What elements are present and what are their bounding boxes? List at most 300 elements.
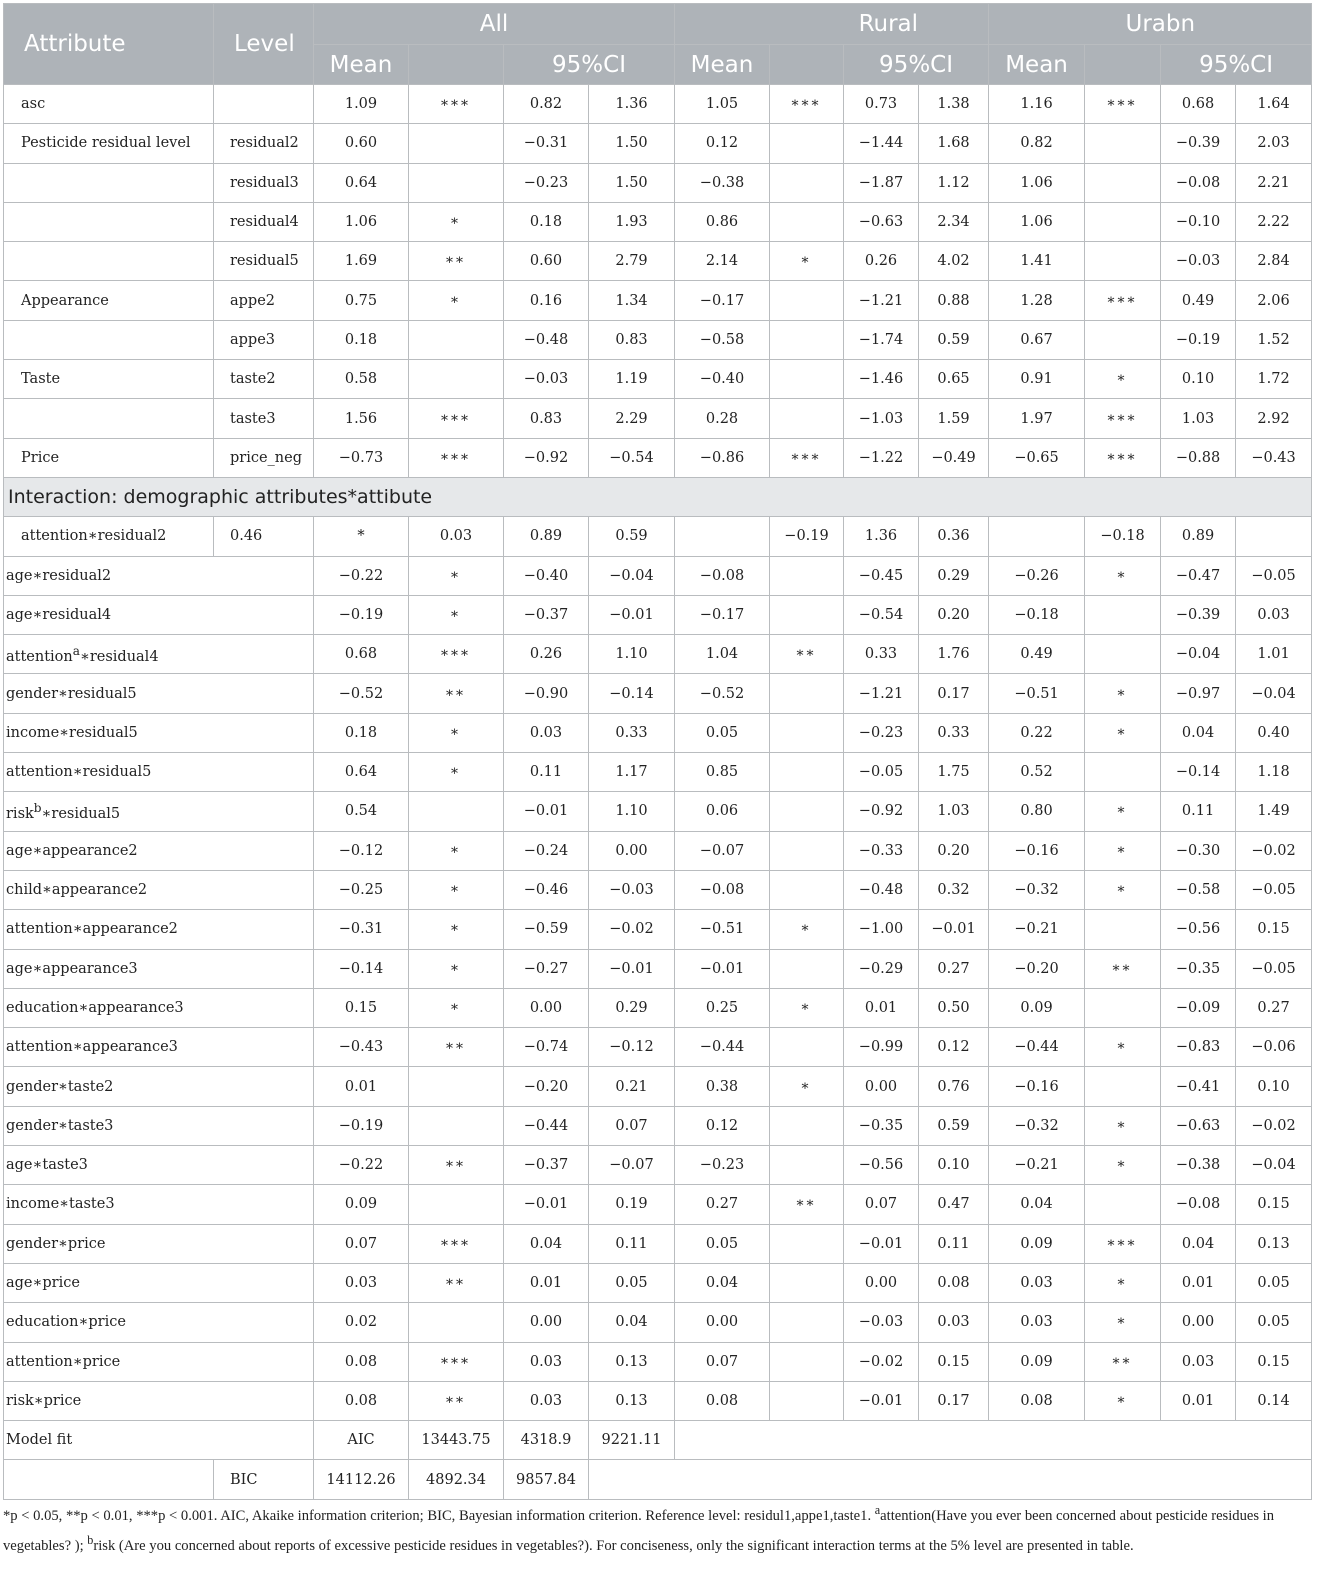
value-cell: −0.58: [1161, 870, 1236, 909]
significance-cell: [770, 1381, 844, 1420]
significance-cell: **: [1085, 1342, 1161, 1381]
value-cell: 1.97: [989, 399, 1085, 438]
value-cell: 0.07: [844, 1185, 919, 1224]
significance-cell: [770, 595, 844, 634]
value-cell: 0.33: [589, 713, 675, 752]
value-cell: 0.11: [1161, 792, 1236, 831]
value-cell: −0.51: [989, 674, 1085, 713]
value-cell: 1.10: [589, 635, 675, 674]
value-cell: −0.44: [675, 1028, 770, 1067]
significance-cell: *: [1085, 870, 1161, 909]
value-cell: 0.26: [504, 635, 589, 674]
value-cell: 0.04: [504, 1224, 589, 1263]
value-cell: −1.46: [844, 360, 919, 399]
value-cell: 1.49: [1236, 792, 1312, 831]
table-row: [4, 163, 1312, 202]
value-cell: 0.29: [919, 556, 989, 595]
value-cell: 2.84: [1236, 242, 1312, 281]
value-cell: −0.65: [989, 438, 1085, 477]
level-cell: taste3: [214, 399, 314, 438]
value-cell: 0.40: [1236, 713, 1312, 752]
value-cell: 0.49: [989, 635, 1085, 674]
value-cell: −0.23: [504, 163, 589, 202]
value-cell: −0.63: [1161, 1106, 1236, 1145]
table-row: [4, 242, 1312, 281]
value-cell: −0.08: [1161, 1185, 1236, 1224]
value-cell: 0.19: [589, 1185, 675, 1224]
value-cell: −0.14: [1161, 753, 1236, 792]
value-cell: −0.09: [1161, 988, 1236, 1027]
value-cell: 0.08: [919, 1263, 989, 1302]
value-cell: −1.00: [844, 910, 919, 949]
value-cell: 0.21: [589, 1067, 675, 1106]
value-cell: −0.01: [919, 910, 989, 949]
significance-cell: *: [409, 910, 504, 949]
value-cell: 0.54: [314, 792, 409, 831]
value-cell: −0.48: [844, 870, 919, 909]
value-cell: −0.08: [675, 870, 770, 909]
significance-cell: [770, 1263, 844, 1302]
interaction-label: age∗residual2: [4, 556, 314, 595]
value-cell: −0.08: [1161, 163, 1236, 202]
aic-value: 4318.9: [504, 1421, 589, 1460]
significance-cell: *: [409, 713, 504, 752]
value-cell: 1.93: [589, 202, 675, 241]
significance-cell: [409, 360, 504, 399]
value-cell: 1.09: [314, 85, 409, 124]
significance-cell: *: [1085, 831, 1161, 870]
value-cell: −0.39: [1161, 124, 1236, 163]
value-cell: −0.04: [1236, 674, 1312, 713]
attribute-cell: Price: [4, 438, 214, 477]
value-cell: 0.18: [314, 713, 409, 752]
table-row: [4, 1067, 1312, 1106]
model-fit-row: [4, 1460, 1312, 1499]
significance-cell: ***: [409, 399, 504, 438]
value-cell: −0.20: [989, 949, 1085, 988]
significance-cell: [770, 320, 844, 359]
value-cell: 2.22: [1236, 202, 1312, 241]
value-cell: 0.01: [844, 988, 919, 1027]
header-level: Level: [214, 4, 314, 85]
value-cell: 0.88: [919, 281, 989, 320]
value-cell: 1.36: [589, 85, 675, 124]
significance-cell: ***: [770, 438, 844, 477]
value-cell: 0.10: [1236, 1067, 1312, 1106]
value-cell: −0.22: [314, 1146, 409, 1185]
significance-cell: [770, 1106, 844, 1145]
significance-cell: [770, 1146, 844, 1185]
value-cell: −0.17: [675, 281, 770, 320]
value-cell: −0.22: [314, 556, 409, 595]
value-cell: −0.01: [504, 1185, 589, 1224]
value-cell: −0.18: [1085, 517, 1161, 556]
significance-cell: [409, 1303, 504, 1342]
value-cell: 2.29: [589, 399, 675, 438]
significance-cell: [770, 202, 844, 241]
value-cell: 0.03: [1161, 1342, 1236, 1381]
value-cell: 0.17: [919, 674, 989, 713]
value-cell: 2.03: [1236, 124, 1312, 163]
interaction-label: attention$^a$∗residual4: [4, 635, 314, 674]
value-cell: 0.14: [1236, 1381, 1312, 1420]
significance-cell: *: [1085, 360, 1161, 399]
significance-cell: *: [1085, 1028, 1161, 1067]
value-cell: −0.31: [504, 124, 589, 163]
value-cell: 0.29: [589, 988, 675, 1027]
value-cell: 0.07: [314, 1224, 409, 1263]
value-cell: 1.01: [1236, 635, 1312, 674]
value-cell: −0.17: [675, 595, 770, 634]
value-cell: 0.15: [314, 988, 409, 1027]
value-cell: 0.04: [1161, 1224, 1236, 1263]
value-cell: −0.05: [1236, 556, 1312, 595]
significance-cell: [409, 1185, 504, 1224]
value-cell: −0.40: [504, 556, 589, 595]
interaction-label: gender∗residual5: [4, 674, 314, 713]
interaction-label: education∗price: [4, 1303, 314, 1342]
value-cell: −0.19: [314, 1106, 409, 1145]
value-cell: [989, 517, 1085, 556]
bic-value: 9857.84: [504, 1460, 589, 1499]
value-cell: −0.52: [314, 674, 409, 713]
value-cell: −0.03: [844, 1303, 919, 1342]
significance-cell: [770, 124, 844, 163]
value-cell: 0.80: [989, 792, 1085, 831]
significance-cell: *: [770, 910, 844, 949]
value-cell: 1.06: [314, 202, 409, 241]
value-cell: −0.24: [504, 831, 589, 870]
table-row: [4, 949, 1312, 988]
value-cell: −0.01: [675, 949, 770, 988]
significance-cell: *: [409, 281, 504, 320]
value-cell: 0.83: [504, 399, 589, 438]
value-cell: −0.44: [989, 1028, 1085, 1067]
value-cell: 0.68: [1161, 85, 1236, 124]
significance-cell: *: [1085, 792, 1161, 831]
value-cell: −1.44: [844, 124, 919, 163]
significance-cell: [409, 163, 504, 202]
value-cell: 0.00: [844, 1067, 919, 1106]
significance-cell: ***: [1085, 399, 1161, 438]
significance-cell: [1085, 1185, 1161, 1224]
value-cell: 0.03: [989, 1303, 1085, 1342]
value-cell: 0.01: [1161, 1381, 1236, 1420]
value-cell: −0.06: [1236, 1028, 1312, 1067]
attribute-cell: [4, 242, 214, 281]
table-row: [4, 1263, 1312, 1302]
value-cell: −0.05: [844, 753, 919, 792]
value-cell: 0.05: [1236, 1263, 1312, 1302]
table-row: [4, 1028, 1312, 1067]
level-cell: residual5: [214, 242, 314, 281]
value-cell: −0.21: [989, 1146, 1085, 1185]
value-cell: −0.63: [844, 202, 919, 241]
value-cell: 0.05: [675, 1224, 770, 1263]
value-cell: 0.83: [589, 320, 675, 359]
value-cell: −0.26: [989, 556, 1085, 595]
value-cell: 0.32: [919, 870, 989, 909]
significance-cell: *: [1085, 1381, 1161, 1420]
value-cell: 0.28: [675, 399, 770, 438]
interaction-label: attention∗residual5: [4, 753, 314, 792]
table-row: [4, 988, 1312, 1027]
value-cell: 1.16: [989, 85, 1085, 124]
value-cell: 1.12: [919, 163, 989, 202]
value-cell: 0.49: [1161, 281, 1236, 320]
value-cell: 0.07: [675, 1342, 770, 1381]
interaction-label: age∗taste3: [4, 1146, 314, 1185]
value-cell: 1.50: [589, 124, 675, 163]
significance-cell: [409, 1067, 504, 1106]
significance-cell: *: [1085, 1146, 1161, 1185]
interaction-label: age∗appearance2: [4, 831, 314, 870]
value-cell: 1.18: [1236, 753, 1312, 792]
table-row: [4, 202, 1312, 241]
value-cell: −0.54: [589, 438, 675, 477]
interaction-label: attention∗appearance3: [4, 1028, 314, 1067]
value-cell: −0.74: [504, 1028, 589, 1067]
value-cell: 0.15: [919, 1342, 989, 1381]
interaction-label: risk$^b$∗residual5: [4, 792, 314, 831]
level-cell: appe2: [214, 281, 314, 320]
value-cell: 2.34: [919, 202, 989, 241]
table-row: [4, 870, 1312, 909]
value-cell: −0.21: [989, 910, 1085, 949]
value-cell: 0.50: [919, 988, 989, 1027]
value-cell: 0.36: [919, 517, 989, 556]
table-row: [4, 399, 1312, 438]
value-cell: −0.23: [675, 1146, 770, 1185]
value-cell: −0.03: [504, 360, 589, 399]
value-cell: −0.46: [504, 870, 589, 909]
value-cell: 0.08: [314, 1342, 409, 1381]
value-cell: −0.04: [589, 556, 675, 595]
value-cell: −0.19: [314, 595, 409, 634]
interaction-label: attention∗appearance2: [4, 910, 314, 949]
value-cell: −0.01: [844, 1224, 919, 1263]
value-cell: −0.45: [844, 556, 919, 595]
value-cell: −0.92: [844, 792, 919, 831]
significance-cell: **: [409, 1028, 504, 1067]
table-row: [4, 360, 1312, 399]
value-cell: 1.68: [919, 124, 989, 163]
value-cell: 1.69: [314, 242, 409, 281]
value-cell: 0.00: [1161, 1303, 1236, 1342]
attribute-cell: asc: [4, 85, 214, 124]
value-cell: −0.44: [504, 1106, 589, 1145]
table-row: [4, 1146, 1312, 1185]
value-cell: 0.20: [919, 595, 989, 634]
header-mean: Mean: [314, 45, 409, 85]
value-cell: 0.08: [675, 1381, 770, 1420]
value-cell: −0.56: [1161, 910, 1236, 949]
value-cell: −0.48: [504, 320, 589, 359]
value-cell: 0.09: [989, 1224, 1085, 1263]
value-cell: 0.01: [314, 1067, 409, 1106]
value-cell: 0.15: [1236, 1342, 1312, 1381]
value-cell: −0.43: [314, 1028, 409, 1067]
significance-cell: [1085, 124, 1161, 163]
value-cell: 0.20: [919, 831, 989, 870]
significance-cell: **: [409, 242, 504, 281]
significance-cell: [409, 1106, 504, 1145]
significance-cell: [770, 831, 844, 870]
significance-cell: *: [409, 831, 504, 870]
value-cell: −0.04: [1236, 1146, 1312, 1185]
significance-cell: **: [1085, 949, 1161, 988]
value-cell: 0.85: [675, 753, 770, 792]
value-cell: 1.03: [919, 792, 989, 831]
value-cell: [675, 517, 770, 556]
value-cell: 0.05: [675, 713, 770, 752]
table-row: [4, 792, 1312, 831]
value-cell: −0.54: [844, 595, 919, 634]
value-cell: 1.72: [1236, 360, 1312, 399]
attribute-cell: attention∗residual2: [4, 517, 214, 556]
interaction-label: gender∗taste3: [4, 1106, 314, 1145]
level-cell: [214, 85, 314, 124]
value-cell: −0.73: [314, 438, 409, 477]
value-cell: 0.12: [675, 1106, 770, 1145]
value-cell: 0.27: [919, 949, 989, 988]
value-cell: 0.18: [504, 202, 589, 241]
table-row: [4, 635, 1312, 674]
value-cell: −0.27: [504, 949, 589, 988]
significance-cell: **: [409, 1146, 504, 1185]
significance-cell: [1085, 242, 1161, 281]
value-cell: −0.38: [675, 163, 770, 202]
interaction-label: gender∗taste2: [4, 1067, 314, 1106]
value-cell: 0.01: [1161, 1263, 1236, 1302]
value-cell: 0.09: [314, 1185, 409, 1224]
value-cell: 0.33: [844, 635, 919, 674]
value-cell: −0.92: [504, 438, 589, 477]
value-cell: −0.32: [989, 870, 1085, 909]
value-cell: 0.60: [314, 124, 409, 163]
value-cell: 1.59: [919, 399, 989, 438]
significance-cell: ***: [1085, 281, 1161, 320]
value-cell: −1.74: [844, 320, 919, 359]
attribute-cell: [4, 320, 214, 359]
level-cell: residual4: [214, 202, 314, 241]
value-cell: −1.21: [844, 281, 919, 320]
value-cell: −0.90: [504, 674, 589, 713]
header-ci: 95%CI: [1161, 45, 1312, 85]
value-cell: 2.92: [1236, 399, 1312, 438]
value-cell: 1.52: [1236, 320, 1312, 359]
value-cell: −0.01: [844, 1381, 919, 1420]
value-cell: −0.02: [589, 910, 675, 949]
significance-cell: **: [409, 1263, 504, 1302]
interaction-label: attention∗price: [4, 1342, 314, 1381]
level-cell: price_neg: [214, 438, 314, 477]
value-cell: −0.52: [675, 674, 770, 713]
significance-cell: [770, 753, 844, 792]
bic-label: BIC: [214, 1460, 314, 1499]
value-cell: −0.37: [504, 1146, 589, 1185]
value-cell: −0.37: [504, 595, 589, 634]
value-cell: 0.09: [989, 988, 1085, 1027]
table-row: [4, 910, 1312, 949]
table-header: [4, 4, 1312, 85]
significance-cell: **: [409, 674, 504, 713]
table-row: [4, 1381, 1312, 1420]
significance-cell: **: [770, 1185, 844, 1224]
significance-cell: *: [409, 949, 504, 988]
significance-cell: ***: [409, 438, 504, 477]
significance-cell: [409, 792, 504, 831]
value-cell: 0.76: [919, 1067, 989, 1106]
value-cell: 0.08: [314, 1381, 409, 1420]
value-cell: −0.58: [675, 320, 770, 359]
value-cell: −0.38: [1161, 1146, 1236, 1185]
value-cell: 0.11: [589, 1224, 675, 1263]
table-row: [4, 713, 1312, 752]
value-cell: 0.86: [675, 202, 770, 241]
value-cell: 0.73: [844, 85, 919, 124]
significance-cell: [770, 870, 844, 909]
significance-cell: [1085, 910, 1161, 949]
significance-cell: *: [409, 753, 504, 792]
value-cell: −0.43: [1236, 438, 1312, 477]
value-cell: −0.02: [1236, 1106, 1312, 1145]
value-cell: 1.64: [1236, 85, 1312, 124]
value-cell: 0.15: [1236, 910, 1312, 949]
header-group-all: All: [314, 4, 675, 45]
value-cell: 0.59: [589, 517, 675, 556]
value-cell: 0.03: [409, 517, 504, 556]
significance-cell: [1085, 635, 1161, 674]
attribute-cell: Appearance: [4, 281, 214, 320]
value-cell: 0.05: [1236, 1303, 1312, 1342]
value-cell: 1.76: [919, 635, 989, 674]
value-cell: −0.23: [844, 713, 919, 752]
value-cell: −0.16: [989, 831, 1085, 870]
value-cell: −0.01: [589, 595, 675, 634]
significance-cell: ***: [409, 1224, 504, 1263]
value-cell: 0.46: [214, 517, 314, 556]
significance-cell: [770, 1342, 844, 1381]
value-cell: −0.19: [1161, 320, 1236, 359]
interaction-label: age∗residual4: [4, 595, 314, 634]
value-cell: 0.33: [919, 713, 989, 752]
value-cell: 0.58: [314, 360, 409, 399]
value-cell: 0.03: [314, 1263, 409, 1302]
value-cell: −0.08: [675, 556, 770, 595]
significance-cell: *: [409, 595, 504, 634]
value-cell: 0.18: [314, 320, 409, 359]
value-cell: −1.22: [844, 438, 919, 477]
significance-cell: [409, 124, 504, 163]
value-cell: −0.47: [1161, 556, 1236, 595]
header-ci: 95%CI: [844, 45, 989, 85]
footnote: *p < 0.05, **p < 0.01, ***p < 0.001. AIC, Akaike information criterion; BIC, Bayesian information criterion. Reference level: residul1,appe1,taste1. $^a$attention(Have you ever been concerned about pesticide residues in vegetables? ); $^b$risk (Are you concerned about reports of excessive pesticide residues in vegetables?). For conciseness, only the significant interaction terms at the 5% level are presented in table.: [3, 1503, 1275, 1554]
table-row: [4, 753, 1312, 792]
level-cell: residual3: [214, 163, 314, 202]
significance-cell: [770, 1303, 844, 1342]
significance-cell: *: [409, 870, 504, 909]
value-cell: 0.00: [844, 1263, 919, 1302]
value-cell: 0.13: [1236, 1224, 1312, 1263]
value-cell: 0.04: [1161, 713, 1236, 752]
significance-cell: *: [770, 1067, 844, 1106]
value-cell: 0.10: [919, 1146, 989, 1185]
significance-cell: ***: [409, 85, 504, 124]
value-cell: 0.15: [1236, 1185, 1312, 1224]
value-cell: −0.59: [504, 910, 589, 949]
value-cell: −0.16: [989, 1067, 1085, 1106]
